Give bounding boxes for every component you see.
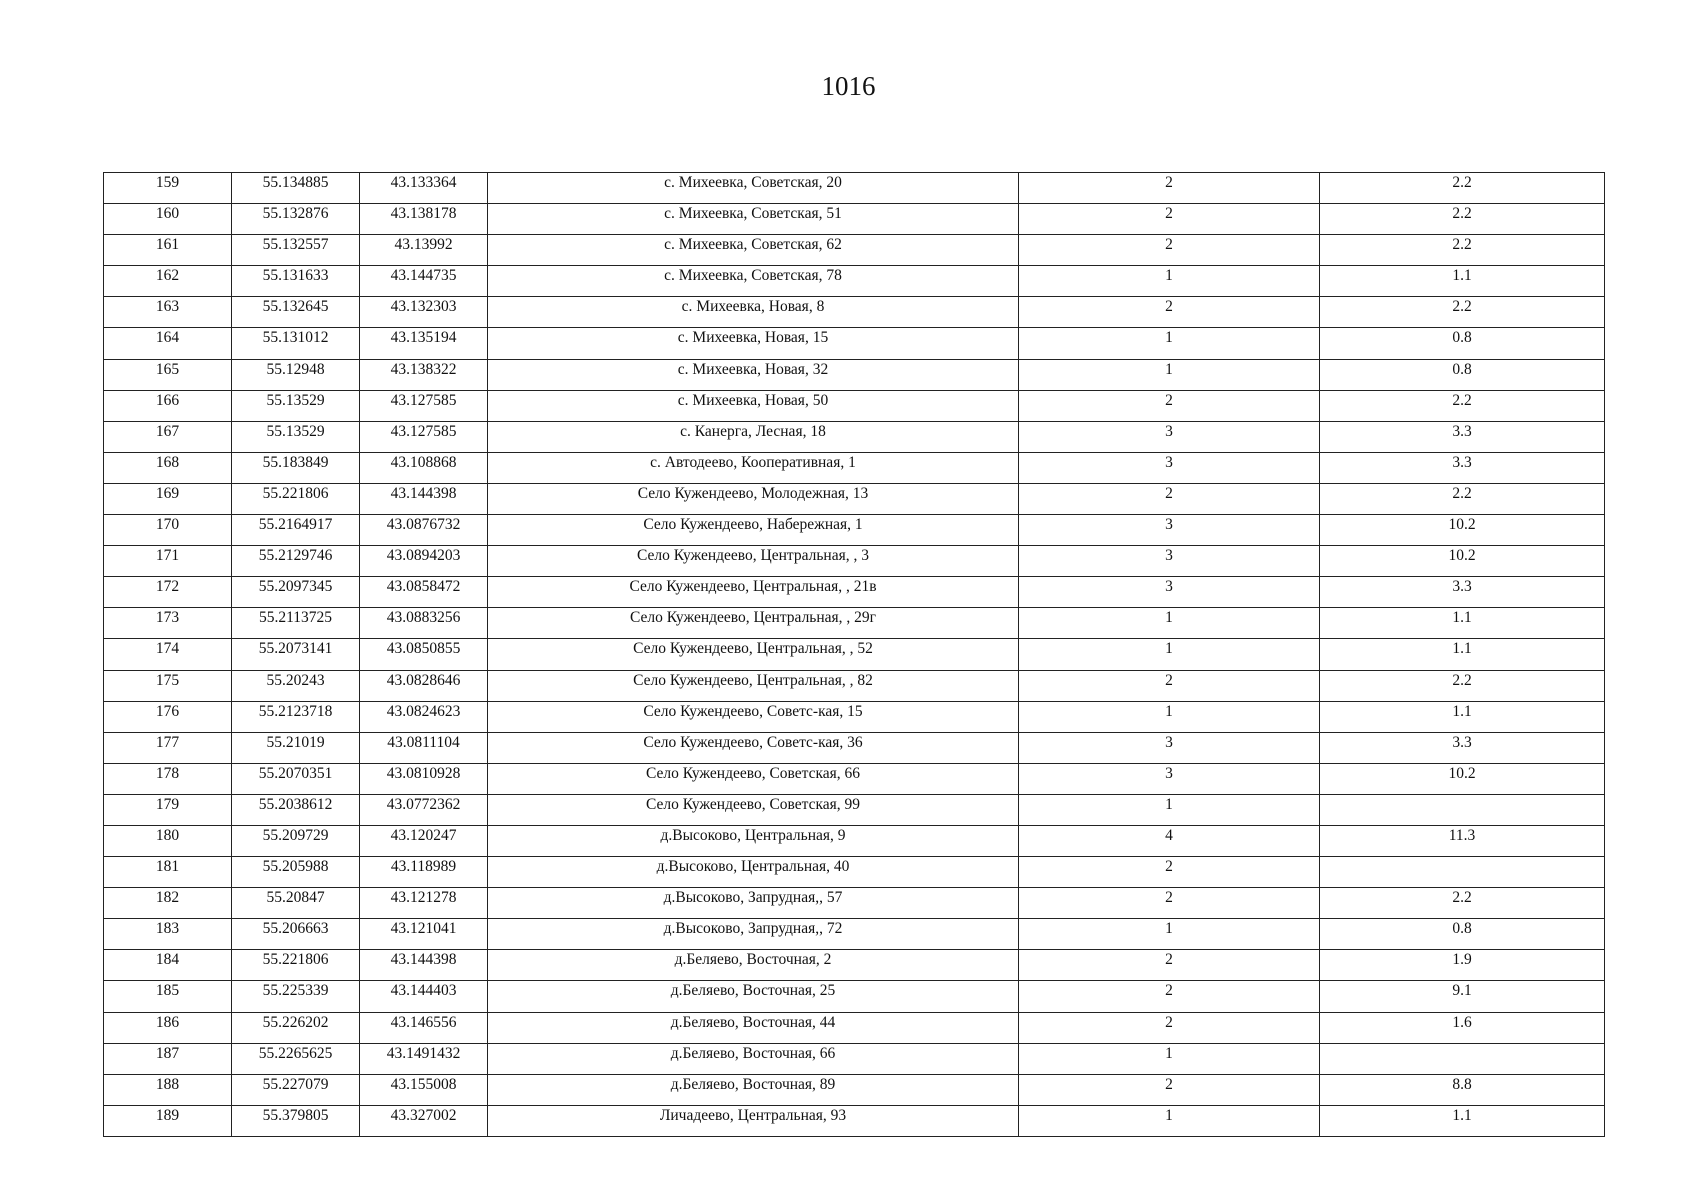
latitude-cell: 55.131633 — [232, 266, 360, 297]
table-row — [104, 359, 1605, 390]
row-number-cell: 174 — [104, 639, 232, 670]
longitude-cell: 43.0772362 — [360, 794, 488, 825]
count-cell: 3 — [1019, 577, 1320, 608]
count-cell: 2 — [1019, 888, 1320, 919]
address-cell: с. Канерга, Лесная, 18 — [488, 421, 1019, 452]
table-row — [104, 577, 1605, 608]
count-cell: 2 — [1019, 235, 1320, 266]
latitude-cell: 55.21019 — [232, 732, 360, 763]
row-number-cell: 160 — [104, 204, 232, 235]
table-row — [104, 483, 1605, 514]
address-cell: д.Беляево, Восточная, 66 — [488, 1043, 1019, 1074]
longitude-cell: 43.144403 — [360, 981, 488, 1012]
address-cell: д.Высоково, Запрудная,, 72 — [488, 919, 1019, 950]
longitude-cell: 43.121041 — [360, 919, 488, 950]
longitude-cell: 43.120247 — [360, 825, 488, 856]
count-cell: 4 — [1019, 825, 1320, 856]
latitude-cell: 55.2265625 — [232, 1043, 360, 1074]
value-cell: 9.1 — [1320, 981, 1605, 1012]
address-cell: Село Кужендеево, Молодежная, 13 — [488, 483, 1019, 514]
row-number-cell: 179 — [104, 794, 232, 825]
value-cell — [1320, 857, 1605, 888]
count-cell: 1 — [1019, 701, 1320, 732]
value-cell: 10.2 — [1320, 515, 1605, 546]
row-number-cell: 162 — [104, 266, 232, 297]
row-number-cell: 189 — [104, 1105, 232, 1136]
row-number-cell: 184 — [104, 950, 232, 981]
longitude-cell: 43.144398 — [360, 950, 488, 981]
address-cell: д.Беляево, Восточная, 25 — [488, 981, 1019, 1012]
row-number-cell: 176 — [104, 701, 232, 732]
value-cell: 0.8 — [1320, 328, 1605, 359]
table-row — [104, 732, 1605, 763]
longitude-cell: 43.0824623 — [360, 701, 488, 732]
table-row — [104, 515, 1605, 546]
table-row — [104, 328, 1605, 359]
count-cell: 2 — [1019, 857, 1320, 888]
value-cell — [1320, 794, 1605, 825]
latitude-cell: 55.206663 — [232, 919, 360, 950]
longitude-cell: 43.132303 — [360, 297, 488, 328]
latitude-cell: 55.2097345 — [232, 577, 360, 608]
longitude-cell: 43.327002 — [360, 1105, 488, 1136]
table-row — [104, 421, 1605, 452]
latitude-cell: 55.226202 — [232, 1012, 360, 1043]
address-cell: с. Михеевка, Советская, 62 — [488, 235, 1019, 266]
address-cell: д.Высоково, Центральная, 9 — [488, 825, 1019, 856]
address-cell: Село Кужендеево, Советс-кая, 15 — [488, 701, 1019, 732]
longitude-cell: 43.127585 — [360, 390, 488, 421]
row-number-cell: 185 — [104, 981, 232, 1012]
longitude-cell: 43.118989 — [360, 857, 488, 888]
address-cell: д.Беляево, Восточная, 44 — [488, 1012, 1019, 1043]
address-cell: с. Автодеево, Кооперативная, 1 — [488, 452, 1019, 483]
count-cell: 3 — [1019, 421, 1320, 452]
longitude-cell: 43.121278 — [360, 888, 488, 919]
latitude-cell: 55.205988 — [232, 857, 360, 888]
table-row — [104, 888, 1605, 919]
table-row — [104, 173, 1605, 204]
longitude-cell: 43.0810928 — [360, 763, 488, 794]
count-cell: 2 — [1019, 1012, 1320, 1043]
count-cell: 1 — [1019, 639, 1320, 670]
longitude-cell: 43.138322 — [360, 359, 488, 390]
count-cell: 1 — [1019, 328, 1320, 359]
page-number: 1016 — [821, 71, 876, 101]
latitude-cell: 55.2164917 — [232, 515, 360, 546]
table-row — [104, 235, 1605, 266]
address-cell: д.Беляево, Восточная, 2 — [488, 950, 1019, 981]
address-cell: с. Михеевка, Новая, 50 — [488, 390, 1019, 421]
table-row — [104, 701, 1605, 732]
longitude-cell: 43.0858472 — [360, 577, 488, 608]
table-row — [104, 1074, 1605, 1105]
row-number-cell: 181 — [104, 857, 232, 888]
address-cell: с. Михеевка, Новая, 15 — [488, 328, 1019, 359]
latitude-cell: 55.20243 — [232, 670, 360, 701]
value-cell: 10.2 — [1320, 546, 1605, 577]
count-cell: 3 — [1019, 763, 1320, 794]
value-cell — [1320, 1043, 1605, 1074]
longitude-cell: 43.1491432 — [360, 1043, 488, 1074]
table-row — [104, 608, 1605, 639]
address-cell: Село Кужендеево, Центральная, , 82 — [488, 670, 1019, 701]
table-row — [104, 1043, 1605, 1074]
row-number-cell: 177 — [104, 732, 232, 763]
latitude-cell: 55.227079 — [232, 1074, 360, 1105]
longitude-cell: 43.0811104 — [360, 732, 488, 763]
row-number-cell: 178 — [104, 763, 232, 794]
value-cell: 1.1 — [1320, 701, 1605, 732]
address-cell: с. Михеевка, Советская, 20 — [488, 173, 1019, 204]
value-cell: 0.8 — [1320, 919, 1605, 950]
row-number-cell: 171 — [104, 546, 232, 577]
value-cell: 3.3 — [1320, 452, 1605, 483]
longitude-cell: 43.138178 — [360, 204, 488, 235]
latitude-cell: 55.131012 — [232, 328, 360, 359]
value-cell: 11.3 — [1320, 825, 1605, 856]
row-number-cell: 175 — [104, 670, 232, 701]
count-cell: 2 — [1019, 1074, 1320, 1105]
value-cell: 1.6 — [1320, 1012, 1605, 1043]
address-cell: Село Кужендеево, Центральная, , 52 — [488, 639, 1019, 670]
table-row — [104, 1105, 1605, 1136]
address-cell: Село Кужендеево, Советская, 66 — [488, 763, 1019, 794]
latitude-cell: 55.13529 — [232, 390, 360, 421]
count-cell: 1 — [1019, 1043, 1320, 1074]
value-cell: 8.8 — [1320, 1074, 1605, 1105]
row-number-cell: 187 — [104, 1043, 232, 1074]
latitude-cell: 55.132876 — [232, 204, 360, 235]
value-cell: 1.1 — [1320, 639, 1605, 670]
table-row — [104, 452, 1605, 483]
count-cell: 1 — [1019, 1105, 1320, 1136]
count-cell: 3 — [1019, 732, 1320, 763]
value-cell: 2.2 — [1320, 297, 1605, 328]
longitude-cell: 43.127585 — [360, 421, 488, 452]
count-cell: 3 — [1019, 546, 1320, 577]
address-cell: с. Михеевка, Новая, 8 — [488, 297, 1019, 328]
table-row — [104, 825, 1605, 856]
latitude-cell: 55.209729 — [232, 825, 360, 856]
table-row — [104, 794, 1605, 825]
longitude-cell: 43.155008 — [360, 1074, 488, 1105]
latitude-cell: 55.2123718 — [232, 701, 360, 732]
table-row — [104, 670, 1605, 701]
address-cell: Село Кужендеево, Центральная, , 29г — [488, 608, 1019, 639]
count-cell: 1 — [1019, 608, 1320, 639]
table-row — [104, 763, 1605, 794]
address-cell: д.Беляево, Восточная, 89 — [488, 1074, 1019, 1105]
latitude-cell: 55.132645 — [232, 297, 360, 328]
row-number-cell: 169 — [104, 483, 232, 514]
row-number-cell: 183 — [104, 919, 232, 950]
row-number-cell: 173 — [104, 608, 232, 639]
longitude-cell: 43.0883256 — [360, 608, 488, 639]
row-number-cell: 163 — [104, 297, 232, 328]
longitude-cell: 43.0876732 — [360, 515, 488, 546]
address-cell: Село Кужендеево, Советс-кая, 36 — [488, 732, 1019, 763]
latitude-cell: 55.134885 — [232, 173, 360, 204]
row-number-cell: 166 — [104, 390, 232, 421]
latitude-cell: 55.2073141 — [232, 639, 360, 670]
longitude-cell: 43.144735 — [360, 266, 488, 297]
address-cell: Село Кужендеево, Центральная, , 21в — [488, 577, 1019, 608]
row-number-cell: 168 — [104, 452, 232, 483]
row-number-cell: 186 — [104, 1012, 232, 1043]
address-cell: Село Кужендеево, Центральная, , 3 — [488, 546, 1019, 577]
table-row — [104, 639, 1605, 670]
table-row — [104, 919, 1605, 950]
table-row — [104, 204, 1605, 235]
longitude-cell: 43.135194 — [360, 328, 488, 359]
count-cell: 2 — [1019, 483, 1320, 514]
count-cell: 2 — [1019, 670, 1320, 701]
latitude-cell: 55.225339 — [232, 981, 360, 1012]
address-cell: с. Михеевка, Советская, 78 — [488, 266, 1019, 297]
count-cell: 2 — [1019, 950, 1320, 981]
latitude-cell: 55.13529 — [232, 421, 360, 452]
latitude-cell: 55.379805 — [232, 1105, 360, 1136]
row-number-cell: 170 — [104, 515, 232, 546]
address-cell: Село Кужендеево, Набережная, 1 — [488, 515, 1019, 546]
longitude-cell: 43.108868 — [360, 452, 488, 483]
latitude-cell: 55.20847 — [232, 888, 360, 919]
latitude-cell: 55.12948 — [232, 359, 360, 390]
count-cell: 3 — [1019, 515, 1320, 546]
row-number-cell: 159 — [104, 173, 232, 204]
row-number-cell: 172 — [104, 577, 232, 608]
table-row — [104, 857, 1605, 888]
latitude-cell: 55.183849 — [232, 452, 360, 483]
row-number-cell: 164 — [104, 328, 232, 359]
table-row — [104, 390, 1605, 421]
value-cell: 2.2 — [1320, 670, 1605, 701]
count-cell: 2 — [1019, 981, 1320, 1012]
latitude-cell: 55.221806 — [232, 483, 360, 514]
count-cell: 1 — [1019, 359, 1320, 390]
row-number-cell: 188 — [104, 1074, 232, 1105]
count-cell: 1 — [1019, 919, 1320, 950]
value-cell: 2.2 — [1320, 483, 1605, 514]
table-row — [104, 1012, 1605, 1043]
row-number-cell: 161 — [104, 235, 232, 266]
row-number-cell: 167 — [104, 421, 232, 452]
table-row — [104, 297, 1605, 328]
longitude-cell: 43.133364 — [360, 173, 488, 204]
count-cell: 1 — [1019, 794, 1320, 825]
value-cell: 3.3 — [1320, 577, 1605, 608]
value-cell: 3.3 — [1320, 732, 1605, 763]
latitude-cell: 55.132557 — [232, 235, 360, 266]
count-cell: 2 — [1019, 204, 1320, 235]
table-body — [104, 173, 1605, 1137]
value-cell: 1.1 — [1320, 1105, 1605, 1136]
row-number-cell: 165 — [104, 359, 232, 390]
value-cell: 2.2 — [1320, 888, 1605, 919]
longitude-cell: 43.146556 — [360, 1012, 488, 1043]
value-cell: 1.1 — [1320, 266, 1605, 297]
address-cell: Личадеево, Центральная, 93 — [488, 1105, 1019, 1136]
row-number-cell: 182 — [104, 888, 232, 919]
longitude-cell: 43.0828646 — [360, 670, 488, 701]
address-cell: д.Высоково, Запрудная,, 57 — [488, 888, 1019, 919]
table-row — [104, 981, 1605, 1012]
latitude-cell: 55.2113725 — [232, 608, 360, 639]
longitude-cell: 43.13992 — [360, 235, 488, 266]
count-cell: 1 — [1019, 266, 1320, 297]
count-cell: 2 — [1019, 390, 1320, 421]
latitude-cell: 55.221806 — [232, 950, 360, 981]
count-cell: 2 — [1019, 173, 1320, 204]
table-row — [104, 950, 1605, 981]
value-cell: 3.3 — [1320, 421, 1605, 452]
address-cell: с. Михеевка, Советская, 51 — [488, 204, 1019, 235]
table-row — [104, 266, 1605, 297]
value-cell: 2.2 — [1320, 204, 1605, 235]
value-cell: 2.2 — [1320, 390, 1605, 421]
count-cell: 3 — [1019, 452, 1320, 483]
address-cell: с. Михеевка, Новая, 32 — [488, 359, 1019, 390]
table-row — [104, 546, 1605, 577]
value-cell: 2.2 — [1320, 173, 1605, 204]
data-table — [103, 172, 1605, 1137]
value-cell: 0.8 — [1320, 359, 1605, 390]
address-cell: д.Высоково, Центральная, 40 — [488, 857, 1019, 888]
longitude-cell: 43.0894203 — [360, 546, 488, 577]
longitude-cell: 43.0850855 — [360, 639, 488, 670]
count-cell: 2 — [1019, 297, 1320, 328]
row-number-cell: 180 — [104, 825, 232, 856]
value-cell: 10.2 — [1320, 763, 1605, 794]
latitude-cell: 55.2070351 — [232, 763, 360, 794]
longitude-cell: 43.144398 — [360, 483, 488, 514]
value-cell: 2.2 — [1320, 235, 1605, 266]
address-cell: Село Кужендеево, Советская, 99 — [488, 794, 1019, 825]
value-cell: 1.9 — [1320, 950, 1605, 981]
value-cell: 1.1 — [1320, 608, 1605, 639]
latitude-cell: 55.2129746 — [232, 546, 360, 577]
latitude-cell: 55.2038612 — [232, 794, 360, 825]
